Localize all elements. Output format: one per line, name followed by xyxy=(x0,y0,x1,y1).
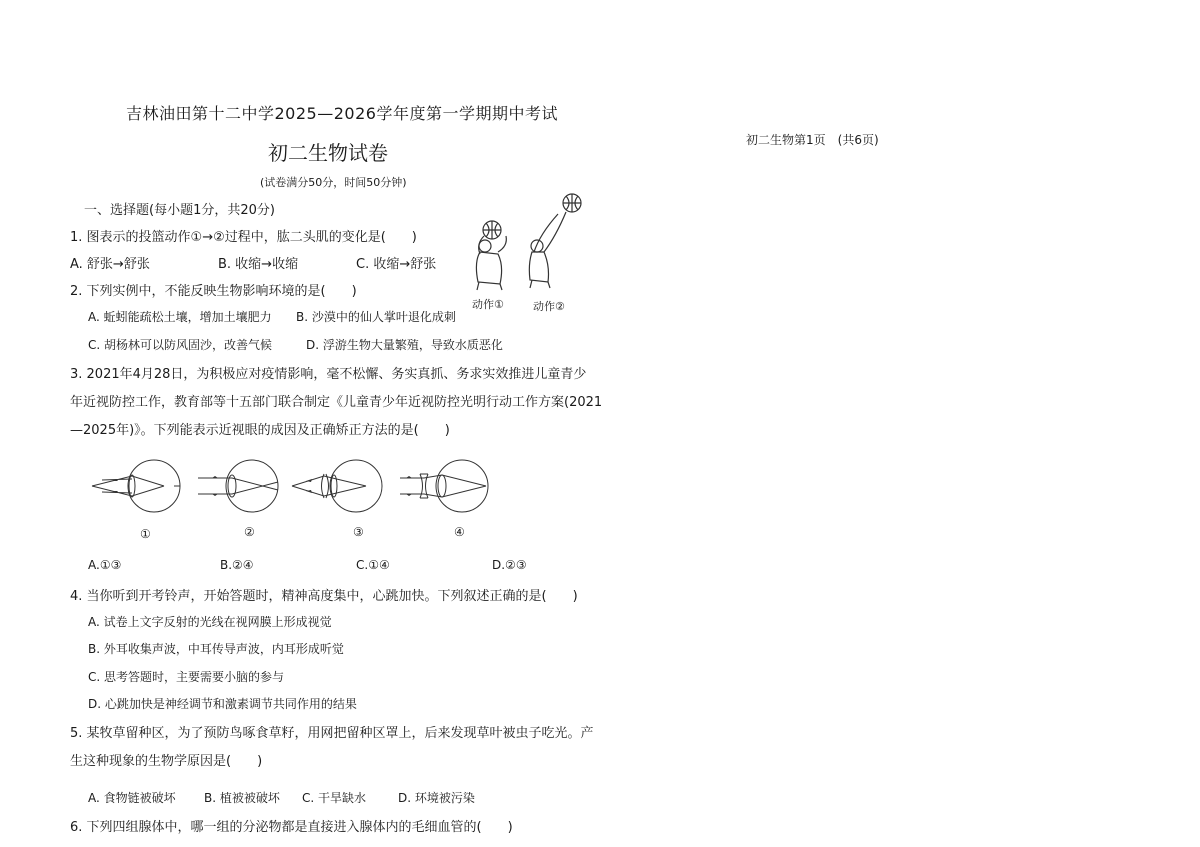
question-4-option-d: D. 心跳加快是神经调节和激素调节共同作用的结果 xyxy=(88,697,357,711)
question-3-option-d: D.②③ xyxy=(492,558,527,572)
question-3-option-a: A.①③ xyxy=(88,558,122,572)
question-1-option-b: B. 收缩→收缩 xyxy=(218,257,299,272)
figure-label-action-1: 动作① xyxy=(472,298,504,311)
eye-diagram-3 xyxy=(292,460,382,512)
question-5-stem-line-2: 生这种现象的生物学原因是( ) xyxy=(70,754,263,769)
eye-label-2: ② xyxy=(244,525,255,539)
question-1-option-c: C. 收缩→舒张 xyxy=(356,257,437,272)
eye-diagram-4 xyxy=(400,460,488,512)
question-5-option-c: C. 干旱缺水 xyxy=(302,791,367,805)
exam-meta: (试卷满分50分，时间50分钟) xyxy=(260,176,407,189)
question-2-option-b: B. 沙漠中的仙人掌叶退化成刺 xyxy=(296,310,456,324)
question-6-stem: 6. 下列四组腺体中，哪一组的分泌物都是直接进入腺体内的毛细血管的( ) xyxy=(70,820,513,835)
question-2-option-a: A. 蚯蚓能疏松土壤，增加土壤肥力 xyxy=(88,310,272,324)
question-4-option-b: B. 外耳收集声波，中耳传导声波，内耳形成听觉 xyxy=(88,642,344,656)
question-5-option-a: A. 食物链被破坏 xyxy=(88,791,176,805)
question-5-option-d: D. 环境被污染 xyxy=(398,791,475,805)
question-3-stem-line-3: —2025年)》。下列能表示近视眼的成因及正确矫正方法的是( ) xyxy=(70,423,450,438)
eye-label-3: ③ xyxy=(353,525,364,539)
eye-label-1: ① xyxy=(140,527,151,541)
question-5-stem-line-1: 5. 某牧草留种区，为了预防鸟啄食草籽，用网把留种区罩上，后来发现草叶被虫子吃光。产 xyxy=(70,726,594,741)
question-2-stem: 2. 下列实例中，不能反映生物影响环境的是( ) xyxy=(70,284,357,299)
eye-diagram-2 xyxy=(198,460,278,512)
basketball-shooting-figure xyxy=(460,190,600,320)
eye-diagram-1 xyxy=(92,460,180,512)
question-2-option-c: C. 胡杨林可以防风固沙，改善气候 xyxy=(88,338,273,352)
subject-title: 初二生物试卷 xyxy=(268,141,388,165)
eye-optics-diagrams xyxy=(88,452,498,544)
question-3-option-b: B.②④ xyxy=(220,558,254,572)
page-indicator: 初二生物第1页 (共6页) xyxy=(746,133,879,147)
question-4-option-c: C. 思考答题时，主要需要小脑的参与 xyxy=(88,670,285,684)
question-3-stem-line-1: 3. 2021年4月28日，为积极应对疫情影响，毫不松懈、务实真抓、务求实效推进儿童青少 xyxy=(70,367,587,382)
question-3-stem-line-2: 年近视防控工作，教育部等十五部门联合制定《儿童青少年近视防控光明行动工作方案(2021 xyxy=(70,395,603,410)
question-1-stem: 1. 图表示的投篮动作①→②过程中，肱二头肌的变化是( ) xyxy=(70,230,417,245)
section-heading: 一、选择题(每小题1分，共20分) xyxy=(84,203,275,218)
exam-title: 吉林油田第十二中学2025—2026学年度第一学期期中考试 xyxy=(126,104,558,123)
question-5-option-b: B. 植被被破坏 xyxy=(204,791,280,805)
question-3-option-c: C.①④ xyxy=(356,558,390,572)
figure-label-action-2: 动作② xyxy=(533,300,565,313)
question-4-option-a: A. 试卷上文字反射的光线在视网膜上形成视觉 xyxy=(88,615,332,629)
question-4-stem: 4. 当你听到开考铃声，开始答题时，精神高度集中，心跳加快。下列叙述正确的是( ) xyxy=(70,589,578,604)
question-1-option-a: A. 舒张→舒张 xyxy=(70,257,150,272)
eye-label-4: ④ xyxy=(454,525,465,539)
question-2-option-d: D. 浮游生物大量繁殖，导致水质恶化 xyxy=(306,338,503,352)
